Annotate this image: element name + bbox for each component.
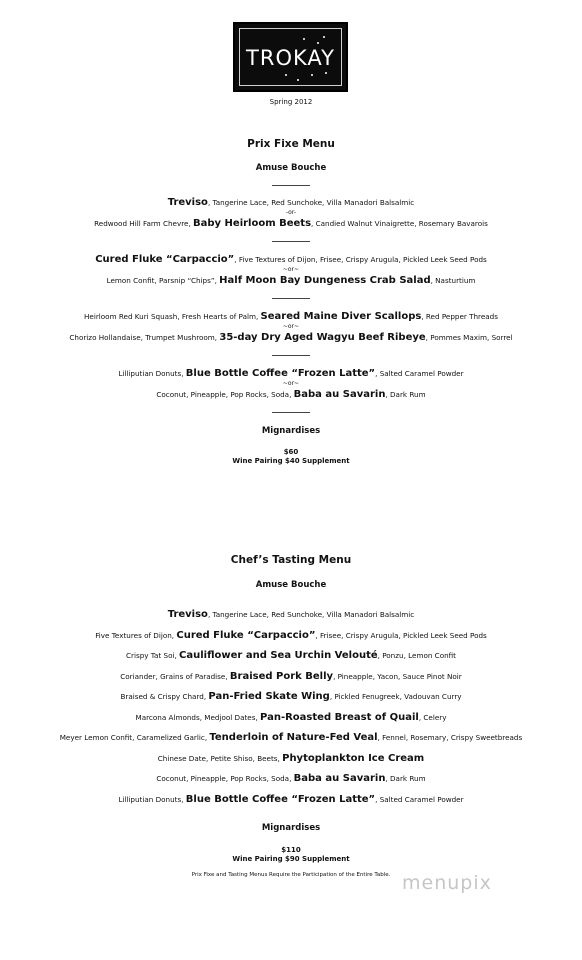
tasting-item: Treviso, Tangerine Lace, Red Sunchoke, Villa Manadori Balsalmic (167, 609, 415, 620)
divider (272, 412, 310, 413)
course-line: Lemon Confit, Parsnip “Chips”, Half Moon Bay Dungeness Crab Salad, Nasturtium (106, 275, 476, 286)
table-participation-note: Prix Fixe and Tasting Menus Require the Participation of the Entire Table. (191, 872, 391, 878)
tasting-amuse: Amuse Bouche (255, 580, 327, 590)
course-line: Redwood Hill Farm Chevre, Baby Heirloom Beets, Candied Walnut Vinaigrette, Rosemary Bavarois (94, 218, 488, 229)
logo-dot (285, 74, 287, 76)
tasting-item: Braised & Crispy Chard, Pan-Fried Skate Wing, Pickled Fenugreek, Vadouvan Curry (120, 691, 462, 702)
tasting-item: Coconut, Pineapple, Pop Rocks, Soda, Baba au Savarin, Dark Rum (156, 773, 426, 784)
divider (272, 185, 310, 186)
prix-price: $60 (283, 448, 299, 456)
prix-amuse: Amuse Bouche (255, 163, 327, 173)
or-separator: ~or~ (282, 266, 300, 273)
logo-dot (323, 36, 325, 38)
logo-dot (297, 79, 299, 81)
divider (272, 241, 310, 242)
tasting-item: Marcona Almonds, Medjool Dates, Pan-Roasted Breast of Quail, Celery (135, 712, 447, 723)
course-line: Treviso, Tangerine Lace, Red Sunchoke, Villa Manadori Balsalmic (167, 197, 415, 208)
logo-dot (317, 42, 319, 44)
divider (272, 355, 310, 356)
tasting-item: Lilliputian Donuts, Blue Bottle Coffee “Frozen Latte”, Salted Caramel Powder (118, 794, 464, 805)
course-line: Chorizo Hollandaise, Trumpet Mushroom, 35-day Dry Aged Wagyu Beef Ribeye, Pommes Maxim, Sorrel (69, 332, 513, 343)
tasting-title: Chef’s Tasting Menu (230, 554, 352, 566)
logo-text: TROKAY (246, 46, 335, 70)
tasting-item: Chinese Date, Petite Shiso, Beets, Phytoplankton Ice Cream (157, 753, 425, 764)
prix-wine-pairing: Wine Pairing $40 Supplement (232, 457, 350, 465)
tasting-item: Meyer Lemon Confit, Caramelized Garlic, Tenderloin of Nature-Fed Veal, Fennel, Rosemary, Crispy Sweetbreads (59, 732, 523, 743)
tasting-item: Crispy Tat Soi, Cauliflower and Sea Urchin Velouté, Ponzu, Lemon Confit (125, 650, 456, 661)
tasting-mignardises: Mignardises (261, 823, 321, 833)
or-separator: ~or~ (282, 323, 300, 330)
divider (272, 298, 310, 299)
season-label: Spring 2012 (269, 98, 313, 106)
logo-dot (311, 74, 313, 76)
logo-dot (303, 38, 305, 40)
menupix-watermark: menupix (402, 872, 492, 894)
course-line: Cured Fluke “Carpaccio”, Five Textures of Dijon, Frisee, Crispy Arugula, Pickled Leek Seed Pods (95, 254, 487, 265)
course-line: Lilliputian Donuts, Blue Bottle Coffee “Frozen Latte”, Salted Caramel Powder (118, 368, 464, 379)
tasting-price: $110 (281, 846, 301, 854)
course-line: Coconut, Pineapple, Pop Rocks, Soda, Baba au Savarin, Dark Rum (156, 389, 426, 400)
course-line: Heirloom Red Kuri Squash, Fresh Hearts of Palm, Seared Maine Diver Scallops, Red Pepper Threads (84, 311, 498, 322)
tasting-item: Coriander, Grains of Paradise, Braised Pork Belly, Pineapple, Yacon, Sauce Pinot Noir (120, 671, 462, 682)
tasting-item: Five Textures of Dijon, Cured Fluke “Carpaccio”, Frisee, Crispy Arugula, Pickled Leek Seed Pods (95, 630, 487, 641)
prix-title: Prix Fixe Menu (247, 138, 335, 150)
or-separator: ~or~ (282, 380, 300, 387)
or-separator: -or- (285, 209, 297, 216)
tasting-wine-pairing: Wine Pairing $90 Supplement (232, 855, 350, 863)
trokay-logo (233, 22, 348, 92)
logo-dot (325, 72, 327, 74)
prix-mignardises: Mignardises (261, 426, 321, 436)
